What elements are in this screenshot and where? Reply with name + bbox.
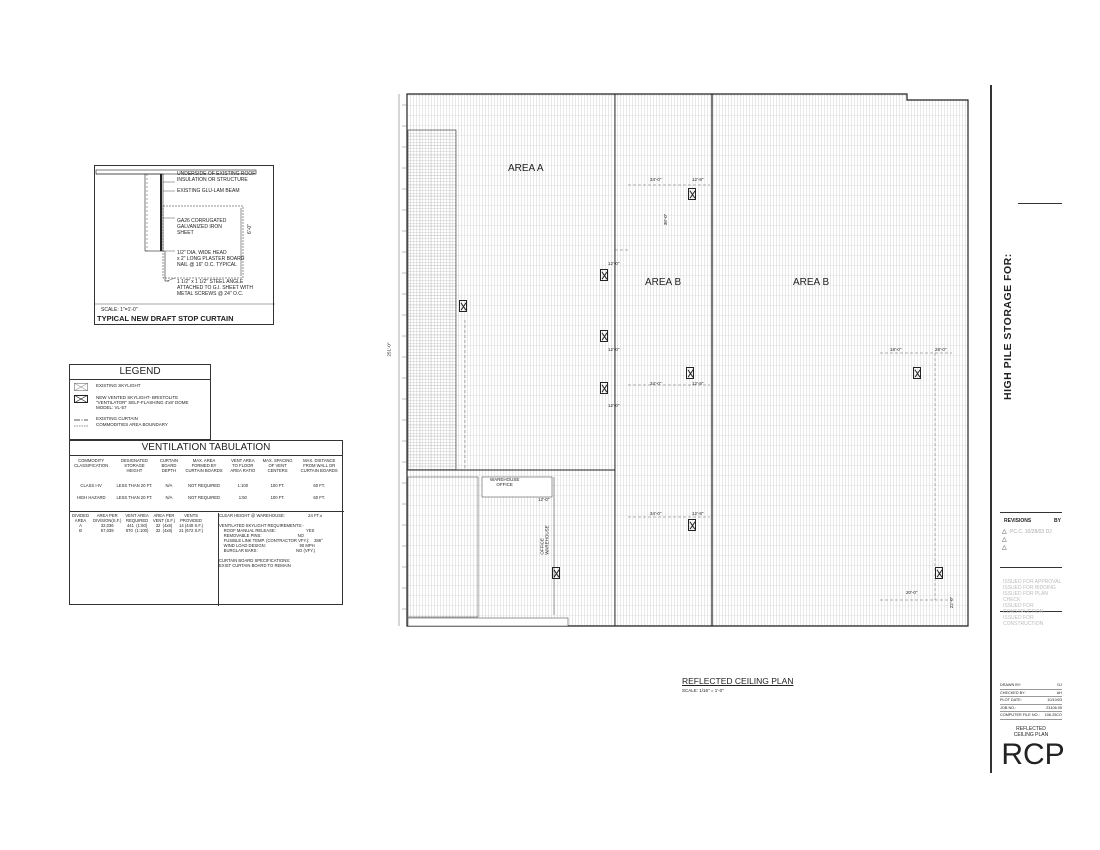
stamp-line: ISSUED FOR APPROVAL [1003,579,1062,585]
dim-label: 12'-0" [608,347,620,352]
stamp-line: ISSUED FOR CONSTRUCTION [1003,603,1044,615]
project-title [1002,240,1016,400]
project-title-text: HIGH PILE STORAGE FOR: [1002,253,1014,400]
area-b-label-2: AREA B [793,277,830,288]
detail-label-beam: EXISTING GLU-LAM BEAM [177,188,240,194]
table-cell: N/A [165,494,173,500]
detail-label-angle: 1 1/2" x 1 1/2" STEEL ANGLE ATTACHED TO G.I. SHEET WITH METAL SCREWS @ 24" O.C. [177,279,253,297]
revision-triangles-icon: △ △ △ [1002,529,1007,551]
table-divider [70,511,344,512]
table-cell: 60 FT. [313,482,326,488]
dim-label: 18'-0" [890,347,902,352]
revisions-by-label: BY [1054,518,1061,524]
detail-label-sheet: GA26 CORRUGATED GALVANIZED IRON SHEET [177,218,227,236]
table-cell: CLASS I-IV [80,482,102,488]
dim-label: 12'-8" [692,177,704,182]
legend-item-label: EXISTING SKYLIGHT [96,383,141,388]
legend-item-label: EXISTING CURTAIN [96,416,138,421]
area-b-label: AREA B [645,277,682,288]
skylight-icon [686,367,694,379]
info-key: CHECKED BY: [1000,690,1026,695]
revisions-label: REVISIONS [1004,518,1032,524]
overall-dimension: 251'-0" [386,342,392,357]
info-row [1000,712,1062,720]
table-header-cell: DIVIDED AREA [72,513,89,523]
detail-title: TYPICAL NEW DRAFT STOP CURTAIN [97,314,234,323]
legend-item-new-skylight [74,395,189,410]
table-cell: 57,039 [100,528,114,533]
table-cell: 1:100 [237,482,249,488]
table-row [70,479,342,491]
table-row [70,528,205,533]
revisions-block [1000,512,1062,627]
dim-label: 12'-0" [608,261,620,266]
sheet-name: REFLECTED CEILING PLAN [1013,726,1049,738]
dim-label: 38'-0" [663,213,669,226]
ventilation-title: VENTILATION TABULATION [70,441,342,456]
table-header-cell: MAX. SPACING OF VENT CENTERS [262,458,293,473]
area-a-label: AREA A [508,163,544,174]
info-key: PLOT DATE: [1000,698,1022,702]
legend-title: LEGEND [70,365,210,380]
detail-dim: 6'-0" [246,224,253,234]
note-line: CURTAIN BOARD SPECIFICATIONS: [219,558,291,563]
info-row [1000,697,1062,705]
ventilation-notes [218,513,345,606]
skylight-icon [688,188,696,200]
skylight-icon [688,519,696,531]
plan-title: REFLECTED CEILING PLAN [682,676,794,686]
ventilation-tabulation [69,440,343,605]
table-cell: 21 (672 S.F.) [179,528,204,533]
table-cell: 441 (1:50) [126,523,148,528]
detail-label-nail: 1/2" DIA. WIDE HEAD x 2" LONG PLASTER BOARD NAIL @ 16" O.C. TYPICAL [177,250,245,268]
dim-label: 12'-8" [692,381,704,386]
note-line: BURGLAR BARS: NO (VFY.) [219,548,316,553]
skylight-icon [552,567,560,579]
table-cell: HIGH HAZARD [76,494,106,500]
info-row [1000,682,1062,690]
table-cell: 14 (448 S.F.) [179,523,204,528]
legend [69,364,211,440]
table-cell: B [79,528,82,533]
draft-stop-curtain-detail [94,165,274,325]
info-value: 23106.05 [1046,705,1062,710]
plan-scale: SCALE: 1/16" = 1'-0" [682,688,724,693]
ceiling-plan [380,85,980,645]
revisions-divider [1000,567,1062,568]
table-cell: 100 FT. [270,494,285,500]
dim-label: 28'-0" [935,347,947,352]
info-value: DJ [1057,683,1062,687]
info-value: 10/10/03 [1047,698,1062,702]
legend-item-existing-skylight [74,383,141,391]
legend-item-label: NEW VENTED SKYLIGHT- BRISTOLITE "VENTILATOR" SELF-FLASHING 4'x8' DOME MODEL: VL-57 [96,395,189,410]
legend-item-boundary [74,422,168,430]
info-value: AH [1056,690,1062,695]
table-cell: 60 FT. [313,494,326,500]
skylight-icon [600,269,608,281]
legend-item-label: COMMODITIES AREA BOUNDARY [96,422,168,427]
skylight-icon [600,330,608,342]
table-header-cell: DESIGNATED STORAGE HEIGHT [120,458,148,473]
table-cell: 32 (4x8) [155,523,173,528]
title-block-rule [1018,203,1062,204]
table-cell: 32,036 [100,523,114,528]
table-header-cell: VENTS PROVIDED [180,513,203,523]
table-row [70,491,342,503]
table-header-cell: MAX. AREA FORMED BY CURTAIN BOARDS [185,458,223,473]
issue-stamp [1003,579,1062,627]
ventilation-table [70,457,342,503]
detail-label-underside: UNDERSIDE OF EXISTING ROOF INSULATION OR STRUCTURE [177,171,256,183]
dim-label: 34'-0" [650,177,662,182]
note-line: WIND LOAD DESIGN: 90 MPH [219,543,315,548]
revision-entry: PC.C. 10/28/03 DJ [1010,529,1052,535]
table-cell: 100 FT. [270,482,285,488]
table-cell: N/A [165,482,173,488]
table-cell: 570 (1:100) [125,528,149,533]
dim-label: 34'-0" [650,511,662,516]
skylight-icon [913,367,921,379]
drawing-info [1000,682,1062,720]
table-cell: NOT REQUIRED [188,494,221,500]
note-line: EXIST CURTAIN BOARD TO REMAIN [219,563,291,568]
note-line: CLEAR HEIGHT @ WAREHOUSE: 24 FT.± [219,513,323,518]
dim-label: 22'-0" [949,596,955,609]
stamp-line: ISSUED FOR BIDDING [1003,585,1056,591]
stamp-line: ISSUED FOR PLAN CHECK [1003,591,1049,603]
dim-label: 34'-0" [650,381,662,386]
info-key: COMPUTER FILE NO.: [1000,713,1040,717]
note-line: VENTILATED SKYLIGHT REQUIREMENTS:- [219,523,304,528]
note-line: FUSIBLE LINK TEMP. (CONTRACTOR VFY.): 286° [219,538,323,543]
new-vented-skylight-icon [74,395,88,403]
note-line: REMOVABLE PINS: NO [219,533,304,538]
dim-label: 12'-0" [538,497,550,502]
skylight-icon [935,567,943,579]
ceiling-plan-drawing [380,85,980,645]
skylight-icon [459,300,467,312]
dim-label: 12'-0" [608,403,620,408]
table-header-cell: VENT AREA TO FLOOR AREA RATIO [230,458,256,473]
note-line: ROOF MANUAL RELEASE: YES [219,528,315,533]
detail-scale: SCALE: 1"=1'-0" [101,307,138,313]
stamp-line: ISSUED FOR CONSTRUCTION [1003,615,1044,627]
table-header-cell: MAX. DISTANCE FROM WALL OR CURTAIN BOARDS [300,458,338,473]
title-block-border [990,85,992,773]
sheet-number: RCP [1001,738,1065,771]
warehouse-office-label: WAREHOUSE OFFICE [490,477,520,487]
table-header-cell: AREA PER DIVISION(S.F.) [93,513,122,523]
table-cell: NOT REQUIRED [188,482,221,488]
table-header-cell: CURTAIN BOARD DEPTH [159,458,179,473]
dim-label: 20'-0" [906,590,918,595]
table-header-cell: VENT AREA REQUIRED [125,513,149,523]
dim-label: 12'-8" [692,511,704,516]
boundary-line-icon [74,422,88,430]
skylight-icon [600,382,608,394]
table-cell: LESS THAN 20 FT. [116,482,153,488]
info-key: DRAWN BY: [1000,683,1022,687]
table-cell: LESS THAN 20 FT. [116,494,153,500]
table-cell: 32 (4x8) [155,528,173,533]
existing-skylight-icon [74,383,88,391]
table-header-cell: COMMODITY CLASSIFICATION [74,458,109,468]
info-row [1000,690,1062,698]
table-cell: A [79,523,82,528]
office-warehouse-label: OFFICE WAREHOUSE [539,525,550,555]
table-cell: 1:50 [238,494,247,500]
area-table [70,513,205,533]
info-value: 106.25CO [1044,713,1062,717]
table-header-cell: AREA PER VENT (S.F.) [152,513,176,523]
info-row [1000,705,1062,713]
info-key: JOB NO.: [1000,705,1017,710]
